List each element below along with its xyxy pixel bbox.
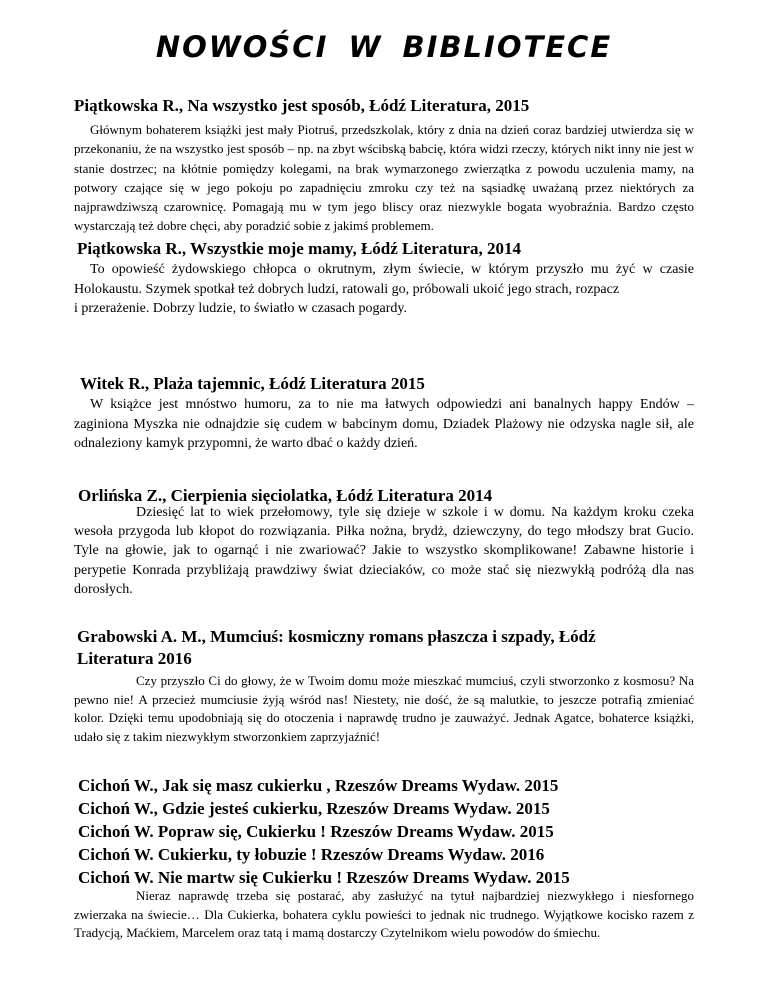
book-heading: Cichoń W. Nie martw się Cukierku ! Rzeszów Dreams Wydaw. 2015: [78, 868, 570, 887]
book-entry: [74, 486, 694, 599]
book-description-continued: i przerażenie. Dobrzy ludzie, to światło w czasach pogardy.: [74, 301, 408, 316]
book-heading: Piątkowska R., Na wszystko jest sposób, Łódź Literatura, 2015: [74, 96, 530, 115]
book-heading: Orlińska Z., Cierpienia sięciolatka, Łódź Literatura 2014: [78, 486, 493, 505]
book-entry: [74, 374, 694, 454]
book-description: Głównym bohaterem książki jest mały Piotruś, przedszkolak, który z dnia na dzień coraz bardziej utwierdza się w przekonaniu, że na wszystko jest sposób – np. na zbyt wścibską babcię, która widzi rzeczy, których nikt inny nie jest w stanie dostrzec; na kłótnie pomiędzy kolegami, na brak wymarzonego zwierzątka z powodu uczulenia mamy, na potwory czające się w jego pokoju po zapadnięciu zmroku czy też na sąsiadkę uważaną przez niektórych za najprawdziwszą czarownicę. Pomagają mu w tym jego bliscy oraz niezwykle bogata wyobraźnia. Bardzo często wystarczają też dobre chęci, aby poradzić sobie z jakimś problemem.: [74, 122, 694, 234]
book-heading: Cichoń W. Popraw się, Cukierku ! Rzeszów Dreams Wydaw. 2015: [78, 822, 554, 841]
book-heading: Cichoń W. Cukierku, ty łobuzie ! Rzeszów Dreams Wydaw. 2016: [78, 845, 545, 864]
book-entry: [74, 239, 694, 319]
book-entry: [74, 626, 694, 746]
book-description: Dziesięć lat to wiek przełomowy, tyle się dzieje w szkole i w domu. Na każdym kroku czeka wesoła przygoda lub kłopot do rozwiązania. Piłka nożna, brydż, dziewczyny, do tego młodszy brat Gucio. Tyle na głowie, jak to ogarnąć i nie zwariować? Jakie to wszystko skomplikowane! Zabawne historie i perypetie Konrada przybliżają prawdziwy świat dzieciaków, co może stać się niezwykłą podróżą dla nas dorosłych.: [74, 505, 694, 597]
book-entry: [74, 96, 694, 236]
page-title: NOWOŚCI W BIBLIOTECE: [155, 30, 613, 64]
book-description: W książce jest mnóstwo humoru, za to nie ma łatwych odpowiedzi ani banalnych happy Endów – zaginiona Myszka nie odnajdzie się cudem w babcinym domu, Dziadek Plażowy nie odzyska nagle sił, ale odnaleziony kamyk przypomni, że warto dbać o każdy dzień.: [74, 397, 694, 451]
book-heading: Grabowski A. M., Mumciuś: kosmiczny romans płaszcza i szpady, Łódź Literatura 2016: [77, 627, 596, 668]
book-description: Nieraz naprawdę trzeba się postarać, aby zasłużyć na tytuł najbardziej niezwykłego i niesfornego zwierzaka na świecie… Dla Cukierka, bohatera cyklu powieści to jednak nic trudnego. Wyjątkowe kocisko razem z Tradycją, Maćkiem, Marcelem oraz tatą i mamą dostarczy Czytelnikom wielu powodów do śmiechu.: [74, 888, 694, 941]
book-heading: Cichoń W., Gdzie jesteś cukierku, Rzeszów Dreams Wydaw. 2015: [78, 799, 550, 818]
book-heading: Piątkowska R., Wszystkie moje mamy, Łódź Literatura, 2014: [77, 239, 522, 258]
book-description: To opowieść żydowskiego chłopca o okrutnym, złym świecie, w którym przyszło mu żyć w czasie Holokaustu. Szymek spotkał też dobrych ludzi, ratowali go, próbowali ukoić jego strach, rozpacz: [74, 262, 694, 297]
book-heading: Witek R., Plaża tajemnic, Łódź Literatura 2015: [80, 374, 425, 393]
book-heading: Cichoń W., Jak się masz cukierku , Rzeszów Dreams Wydaw. 2015: [78, 776, 559, 795]
book-description: Czy przyszło Ci do głowy, że w Twoim domu może mieszkać mumciuś, czyli stworzonko z kosmosu? Na pewno nie! A przecież mumciusie żyją wśród nas! Niestety, nie dość, że są malutkie, to jeszcze potrafią zmieniać kolor. Dzięki temu upodobniają się do otoczenia i naprawdę trudno je zauważyć. Jednak Agatce, bohaterce książki, udało się z takim niezwykłym stworzonkiem zaprzyjaźnić!: [74, 673, 694, 744]
book-series-entry: [74, 774, 694, 943]
